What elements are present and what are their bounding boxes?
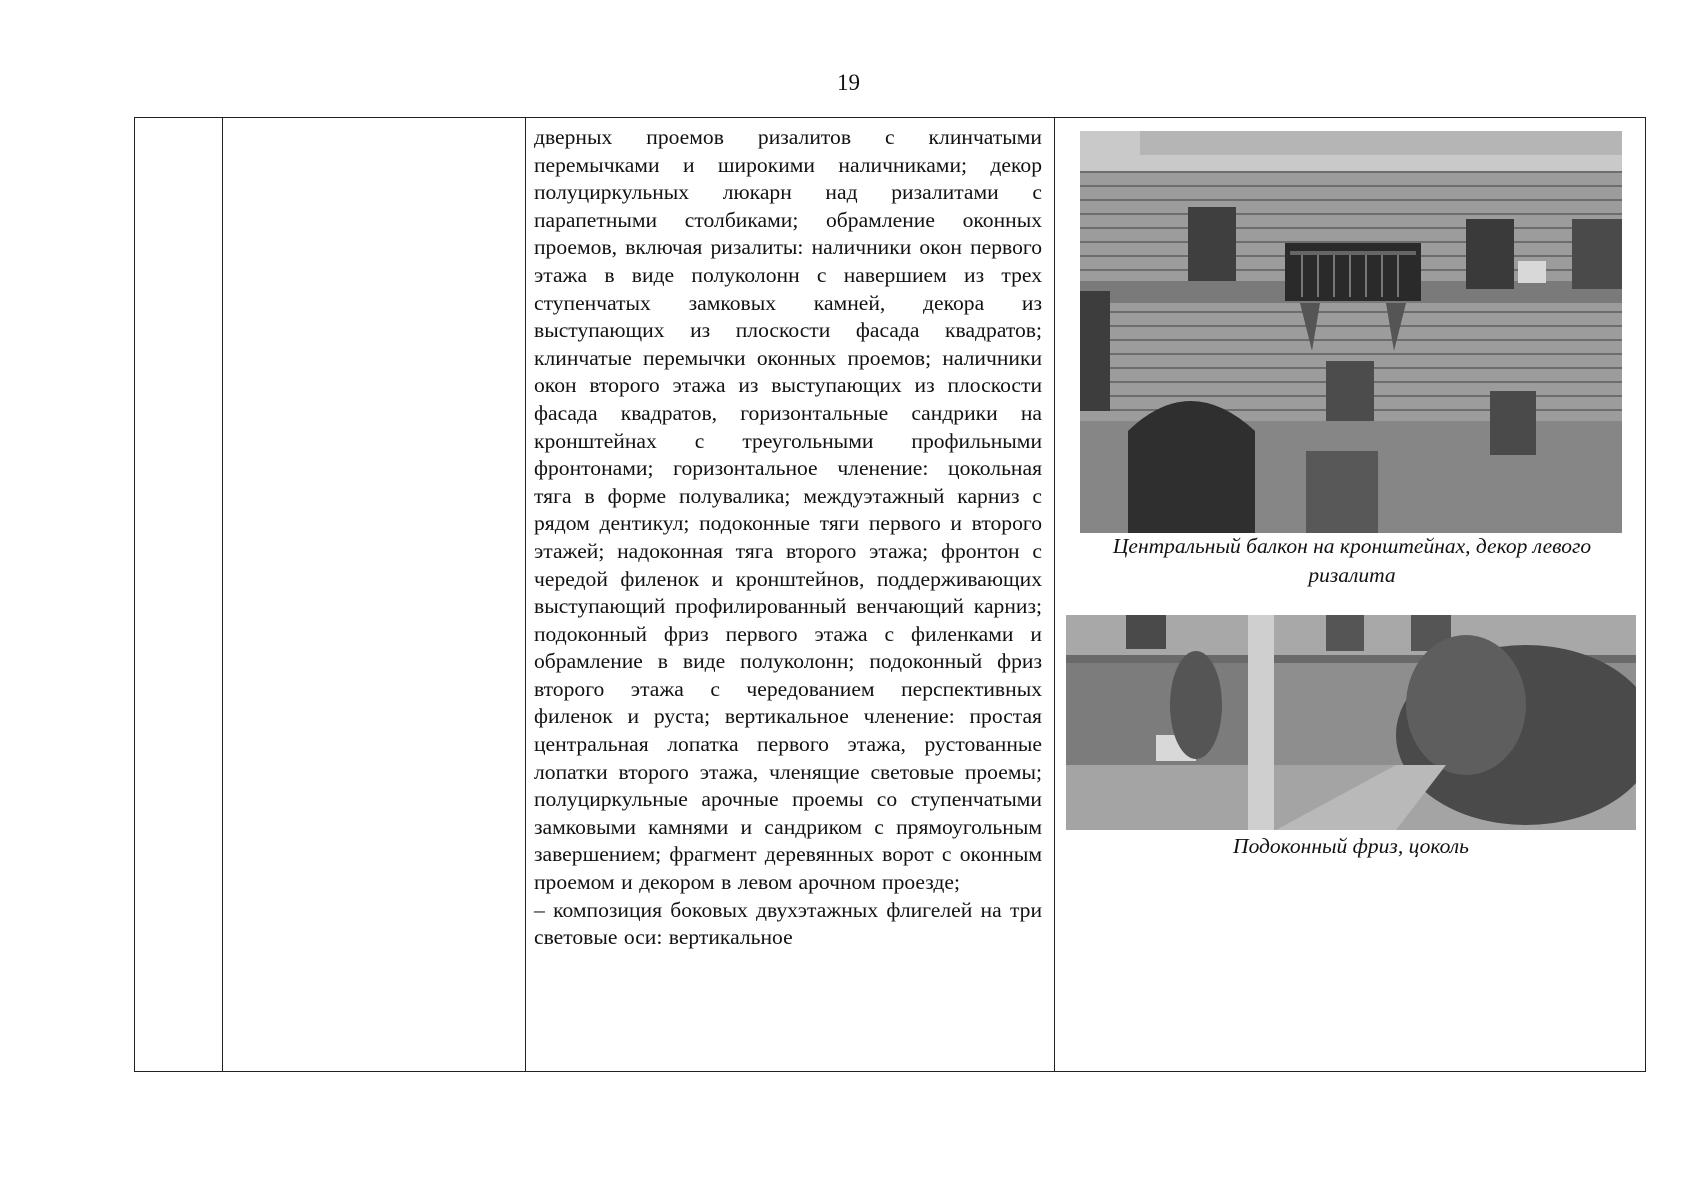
description-cell [534, 124, 1042, 952]
photo-central-balcony [1080, 131, 1622, 533]
photo-caption: Подоконный фриз, цоколь [1233, 834, 1469, 858]
photo-window-frieze [1066, 615, 1636, 830]
table-column-divider [1054, 118, 1055, 1071]
table-column-divider [222, 118, 223, 1071]
photo-caption: Центральный балкон на кронштейнах, декор левого ризалита [1112, 534, 1592, 587]
description-text: дверных проемов ризалитов с клинчатыми перемычками и широкими наличниками; декор полуциркульных люкарн над ризалитами с парапетными столбиками; обрамление оконных проемов, включая ризалиты: наличники окон первого этажа в виде полуколонн с навершием из трех ступенчатых замковых камней, декора из выступающих из плоскости фасада квадратов; клинчатые перемычки оконных проемов; наличники окон второго этажа из выступающих из плоскости фасада квадратов, горизонтальные сандрики на кронштейнах с треугольными профильными фронтонами; горизонтальное членение: цокольная тяга в форме полувалика; междуэтажный карниз с рядом дентикул; подоконные тяги первого и второго этажей; надоконная тяга второго этажа; фронтон с чередой филенок и кронштейнов, поддерживающих выступающий профилированный венчающий карниз; подоконный фриз первого этажа с филенками и обрамление в виде полуколонн; подоконный фриз второго этажа с чередованием перспективных филенок и руста; вертикальное членение: простая центральная лопатка первого этажа, рустованные лопатки второго этажа, членящие световые проемы; полуциркульные арочные проемы со ступенчатыми замковыми камнями и сандриком с прямоугольным завершением; фрагмент деревянных ворот с оконным проемом и декором в левом арочном проезде; [534, 125, 1042, 895]
table-column-divider [525, 118, 526, 1071]
description-list-item: – композиция боковых двухэтажных флигелей на три световые оси: вертикальное [534, 897, 1042, 950]
page-number: 19 [837, 70, 860, 95]
